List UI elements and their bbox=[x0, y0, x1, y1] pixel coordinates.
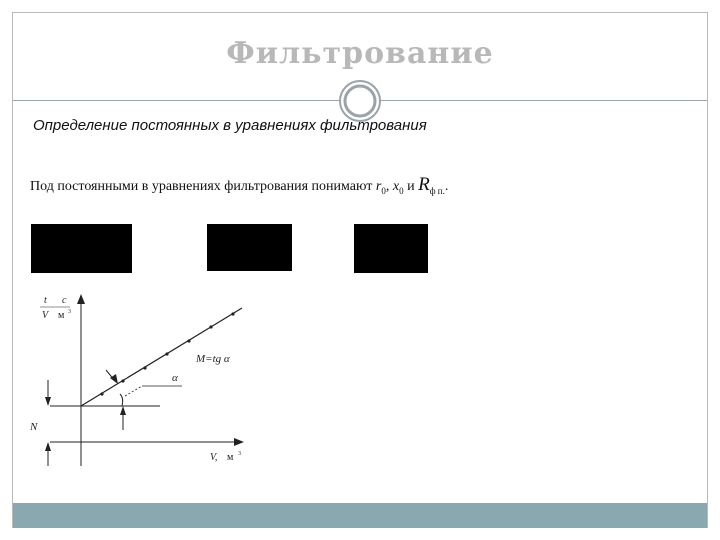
angle-arc bbox=[120, 394, 123, 406]
x-label-unit: м bbox=[227, 452, 234, 463]
footer-bar bbox=[13, 503, 707, 528]
x-symbol: x bbox=[392, 179, 400, 194]
angle-leader bbox=[125, 386, 142, 396]
y-label-unit-bottom: м bbox=[58, 310, 65, 321]
slope-pointer-icon bbox=[110, 374, 118, 384]
data-point bbox=[143, 366, 146, 369]
n-arrow-bottom-icon bbox=[45, 442, 51, 451]
y-axis-arrow-icon bbox=[77, 294, 85, 304]
R-subscript: ф п. bbox=[429, 185, 445, 196]
r-symbol: r bbox=[375, 179, 382, 194]
slide-title: Фильтрование bbox=[226, 36, 494, 71]
formula-image-1 bbox=[31, 224, 132, 273]
formula-image-3 bbox=[354, 224, 428, 273]
r-subscript: 0 bbox=[381, 185, 386, 196]
definition-text bbox=[30, 174, 448, 196]
data-point bbox=[187, 339, 190, 342]
x-subscript: 0 bbox=[399, 185, 404, 196]
definition-prefix: Под постоянными в уравнениях фильтрования понимают bbox=[30, 179, 376, 194]
y-label-top: t bbox=[44, 295, 47, 306]
x-label-exp: 3 bbox=[238, 451, 241, 457]
R-symbol: R bbox=[418, 174, 430, 195]
x-axis-arrow-icon bbox=[234, 438, 244, 446]
comma: , bbox=[385, 179, 393, 194]
intercept-label: N bbox=[30, 421, 38, 433]
data-point bbox=[100, 392, 103, 395]
data-point bbox=[165, 352, 168, 355]
text-suffix: . bbox=[444, 179, 449, 194]
n-arrow-top-icon bbox=[45, 397, 51, 406]
x-label: V, bbox=[210, 452, 218, 463]
slope-label: M=tg α bbox=[196, 353, 230, 365]
data-point bbox=[121, 379, 124, 382]
y-label-unit-top: c bbox=[62, 295, 67, 306]
slide-subtitle: Определение постоянных в уравнениях фильтрования bbox=[33, 117, 427, 134]
and-word: и bbox=[403, 179, 419, 194]
angle-label: α bbox=[172, 372, 178, 384]
data-point bbox=[231, 312, 234, 315]
filtration-chart bbox=[22, 290, 262, 470]
data-point bbox=[209, 325, 212, 328]
y-label-unit-exp: 3 bbox=[68, 309, 71, 315]
formula-image-2 bbox=[207, 224, 292, 271]
y-label-bottom: V bbox=[42, 310, 49, 321]
angle-arrow-icon bbox=[120, 406, 126, 415]
